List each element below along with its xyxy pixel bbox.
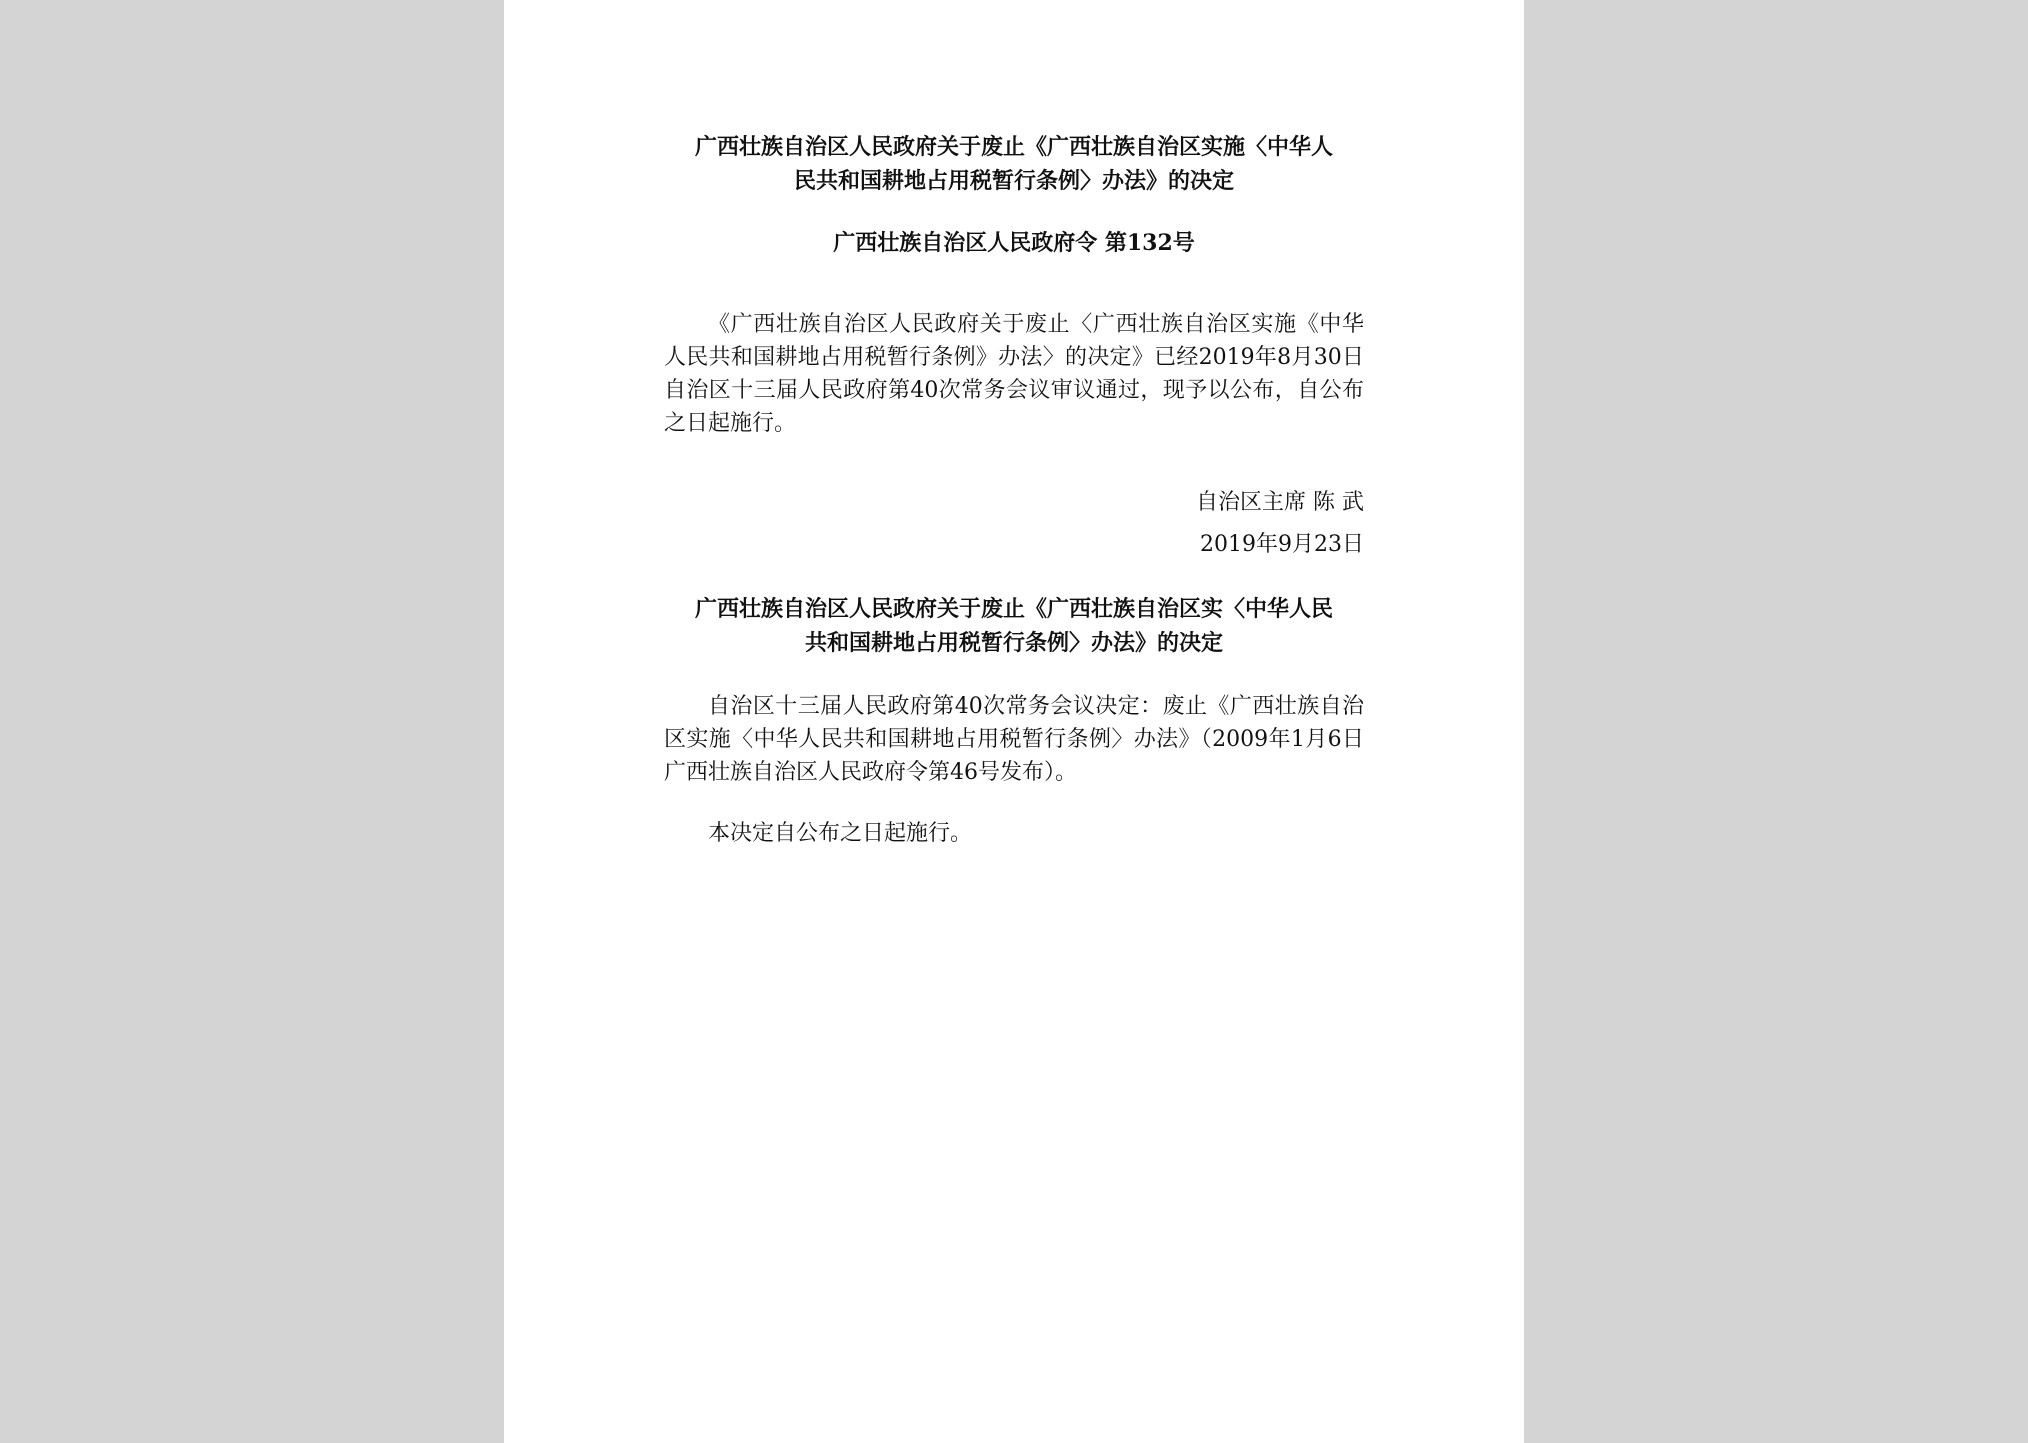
document-page [504,0,1524,1443]
promulgation-paragraph: 《广西壮族自治区人民政府关于废止〈广西壮族自治区实施《中华人民共和国耕地占用税暂行条例》办法〉的决定》已经2019年8月30日自治区十三届人民政府第40次常务会议审议通过，现予以公布，自公布之日起施行。 [664,312,1364,436]
sign-date: 2019年9月23日 [1200,532,1364,557]
document-title-line1: 广西壮族自治区人民政府关于废止《广西壮族自治区实施〈中华人 [694,134,1333,160]
document-title [664,130,1364,198]
document-title-line2: 民共和国耕地占用税暂行条例〉办法》的决定 [793,168,1234,194]
document-content [664,130,1364,850]
decision-title [664,592,1364,660]
signer: 自治区主席 陈 武 [1196,490,1364,515]
order-number: 广西壮族自治区人民政府令 第132号 [833,230,1195,256]
decision-title-line1: 广西壮族自治区人民政府关于废止《广西壮族自治区实〈中华人民 [694,596,1333,622]
effective-paragraph: 本决定自公布之日起施行。 [708,821,973,846]
decision-paragraph: 自治区十三届人民政府第40次常务会议决定：废止《广西壮族自治区实施〈中华人民共和国耕地占用税暂行条例〉办法》（2009年1月6日广西壮族自治区人民政府令第46号发布）。 [664,694,1364,785]
decision-title-line2: 共和国耕地占用税暂行条例〉办法》的决定 [804,630,1223,656]
